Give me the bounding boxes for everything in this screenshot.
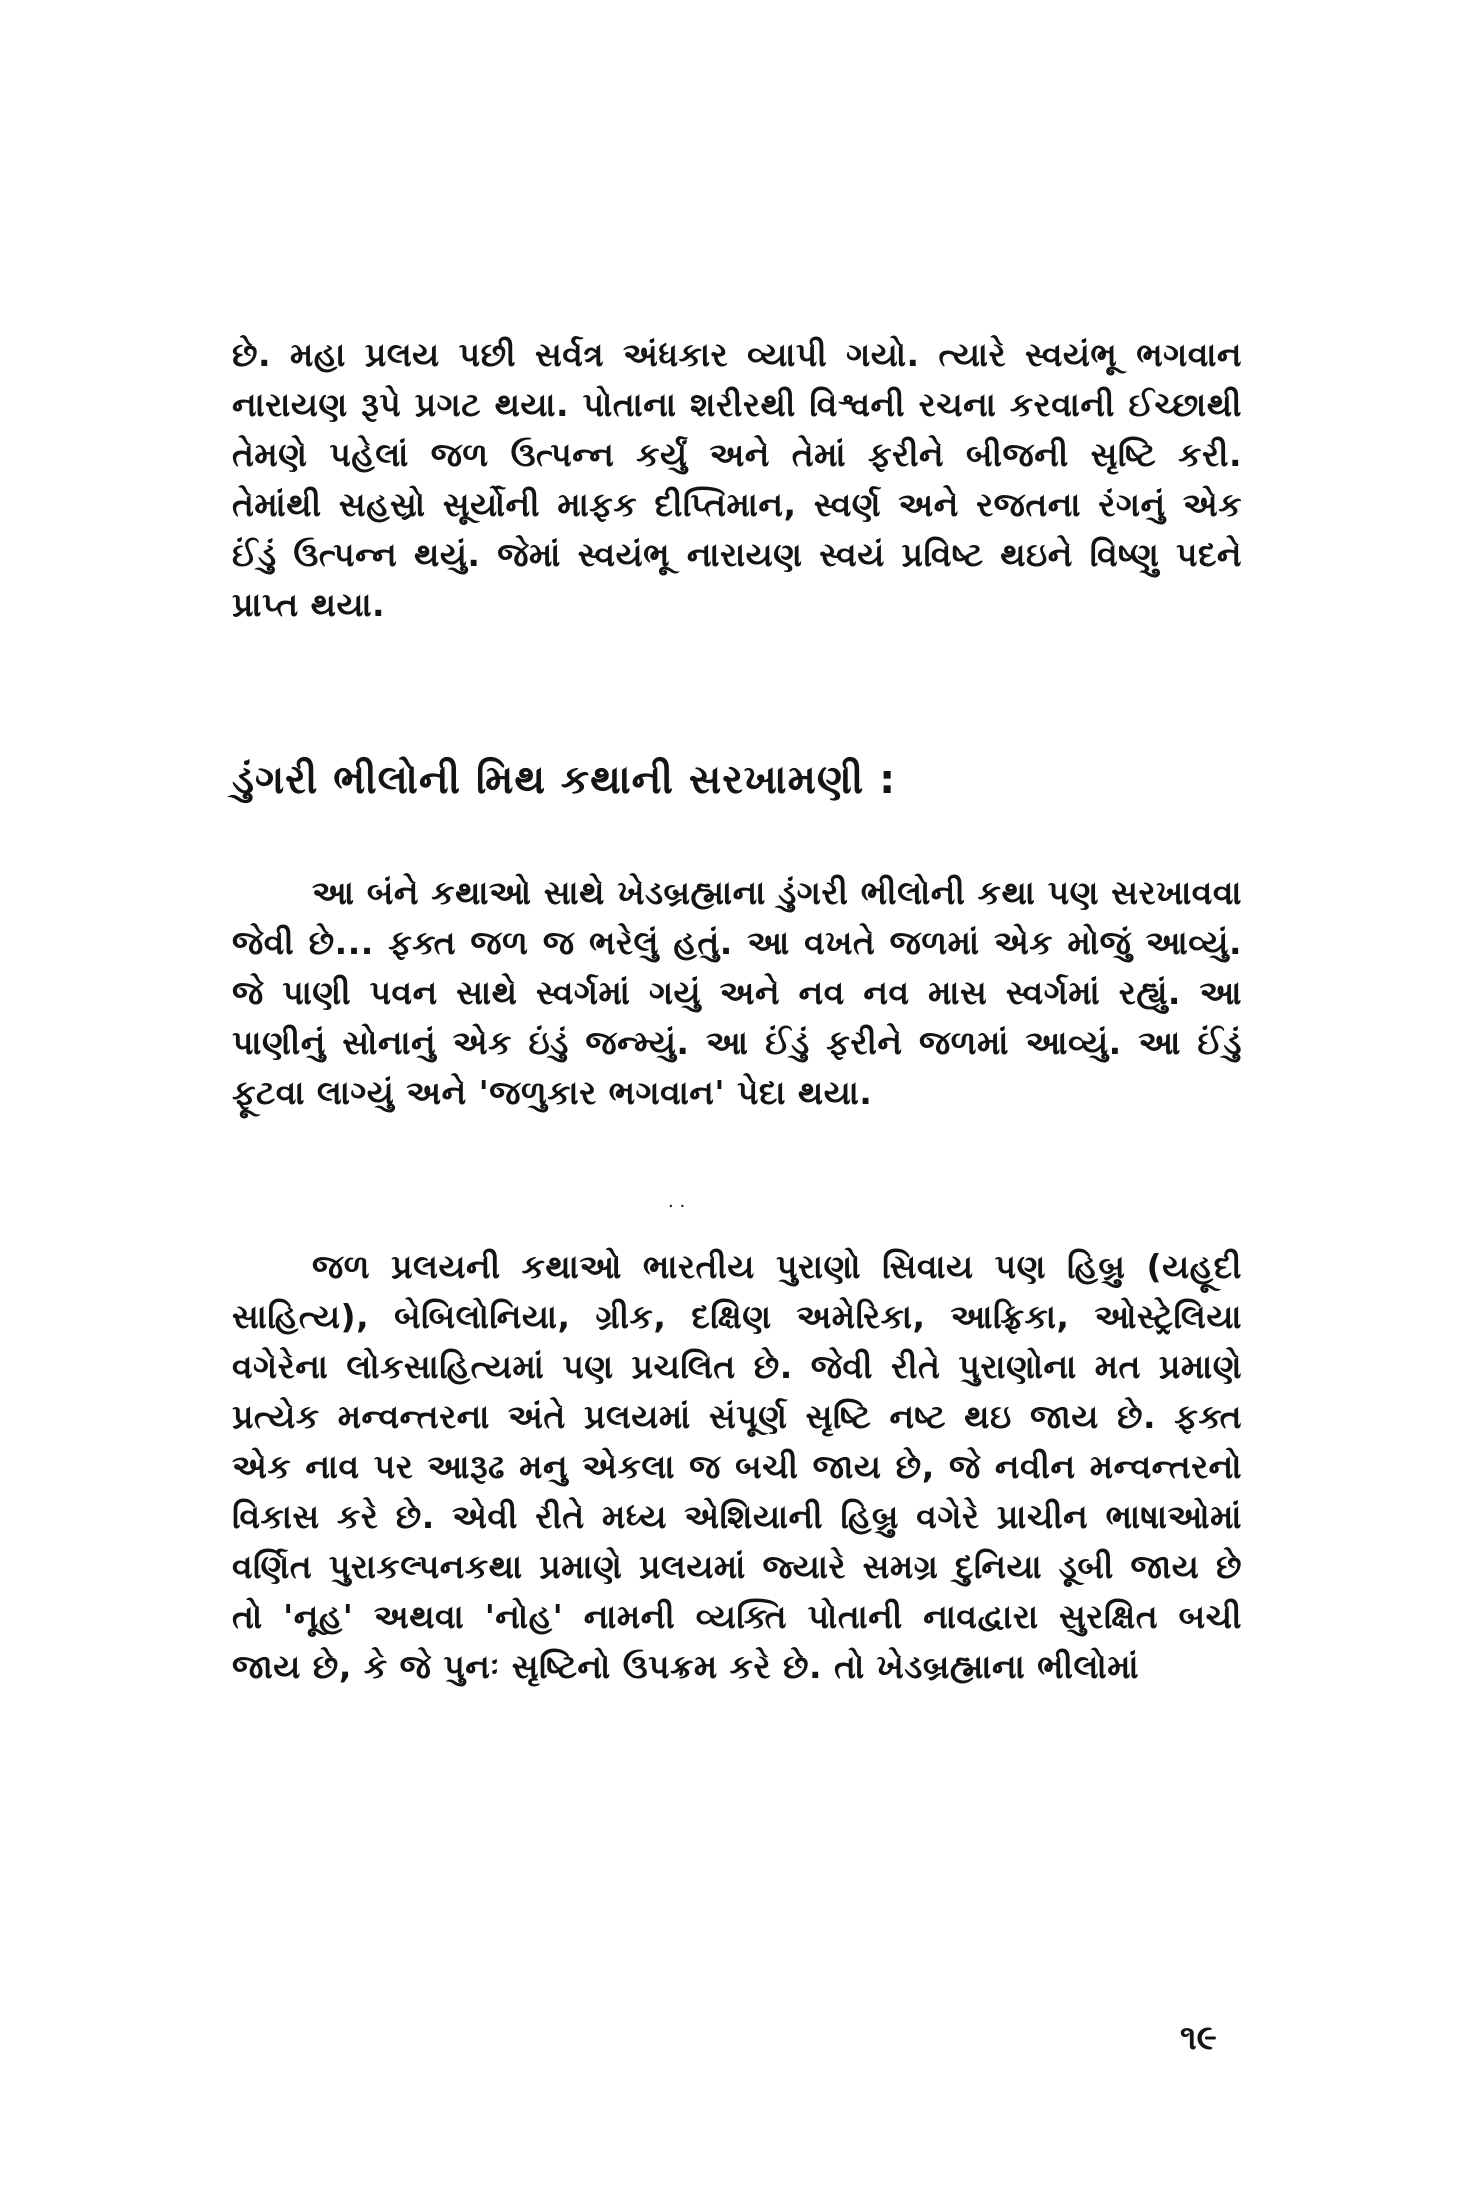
separator-dots: · · (668, 1196, 686, 1217)
page-number: ૧૯ (1180, 2018, 1217, 2058)
paragraph-flood-myths: જળ પ્રલયની કથાઓ ભારતીય પુરાણો સિવાય પણ હિબ્રુ (યહૂદી સાહિત્ય), બેબિલોનિયા, ગ્રીક, દક્ષિણ અમેરિકા, આફ્રિકા, ઓસ્ટ્રેલિયા વગેરેના લોકસાહિત્યમાં પણ પ્રચલિત છે. જેવી રીતે પુરાણોના મત પ્રમાણે પ્રત્યેક મન્વન્તરના અંતે પ્રલયમાં સંપૂર્ણ સૃષ્ટિ નષ્ટ થઇ જાય છે. ફક્ત એક નાવ પર આરૂઢ મનુ એકલા જ બચી જાય છે, જે નવીન મન્વન્તરનો વિકાસ કરે છે. એવી રીતે મધ્ય એશિયાની હિબ્રુ વગેરે પ્રાચીન ભાષાઓમાં વર્ણિત પુરાકલ્પનકથા પ્રમાણે પ્રલયમાં જ્યારે સમગ્ર દુનિયા ડૂબી જાય છે તો 'નૂહ' અથવા 'નોહ' નામની વ્યક્તિ પોતાની નાવદ્વારા સુરક્ષિત બચી જાય છે, કે જે પુનઃ સૃષ્ટિનો ઉપક્રમ કરે છે. તો ખેડબ્રહ્માના ભીલોમાં (232, 1247, 1242, 1686)
paragraph-creation-story: છે. મહા પ્રલય પછી સર્વત્ર અંધકાર વ્યાપી ગયો. ત્યારે સ્વયંભૂ ભગવાન નારાયણ રૂપે પ્રગટ થયા. પોતાના શરીરથી વિશ્વની રચના કરવાની ઈચ્છાથી તેમણે પહેલાં જળ ઉત્પન્ન કર્યું અને તેમાં ફરીને બીજની સૃષ્ટિ કરી. તેમાંથી સહસ્રો સૂર્યોની માફક દીપ્તિમાન, સ્વર્ણ અને રજતના રંગનું એક ઈંડું ઉત્પન્ન થયું. જેમાં સ્વયંભૂ નારાયણ સ્વયં પ્રવિષ્ટ થઇને વિષ્ણુ પદને પ્રાપ્ત થયા. (232, 335, 1242, 624)
section-heading: ડુંગરી ભીલોની મિથ કથાની સરખામણી : (232, 757, 897, 803)
paragraph-bhil-story: આ બંને કથાઓ સાથે ખેડબ્રહ્માના ડુંગરી ભીલોની કથા પણ સરખાવવા જેવી છે... ફક્ત જળ જ ભરેલું હતું. આ વખતે જળમાં એક મોજું આવ્યું. જે પાણી પવન સાથે સ્વર્ગમાં ગયું અને નવ નવ માસ સ્વર્ગમાં રહ્યું. આ પાણીનું સોનાનું એક ઇંડું જન્મ્યું. આ ઈંડું ફરીને જળમાં આવ્યું. આ ઈંડું ફૂટવા લાગ્યું અને 'જળુકાર ભગવાન' પેદા થયા. (232, 873, 1242, 1112)
